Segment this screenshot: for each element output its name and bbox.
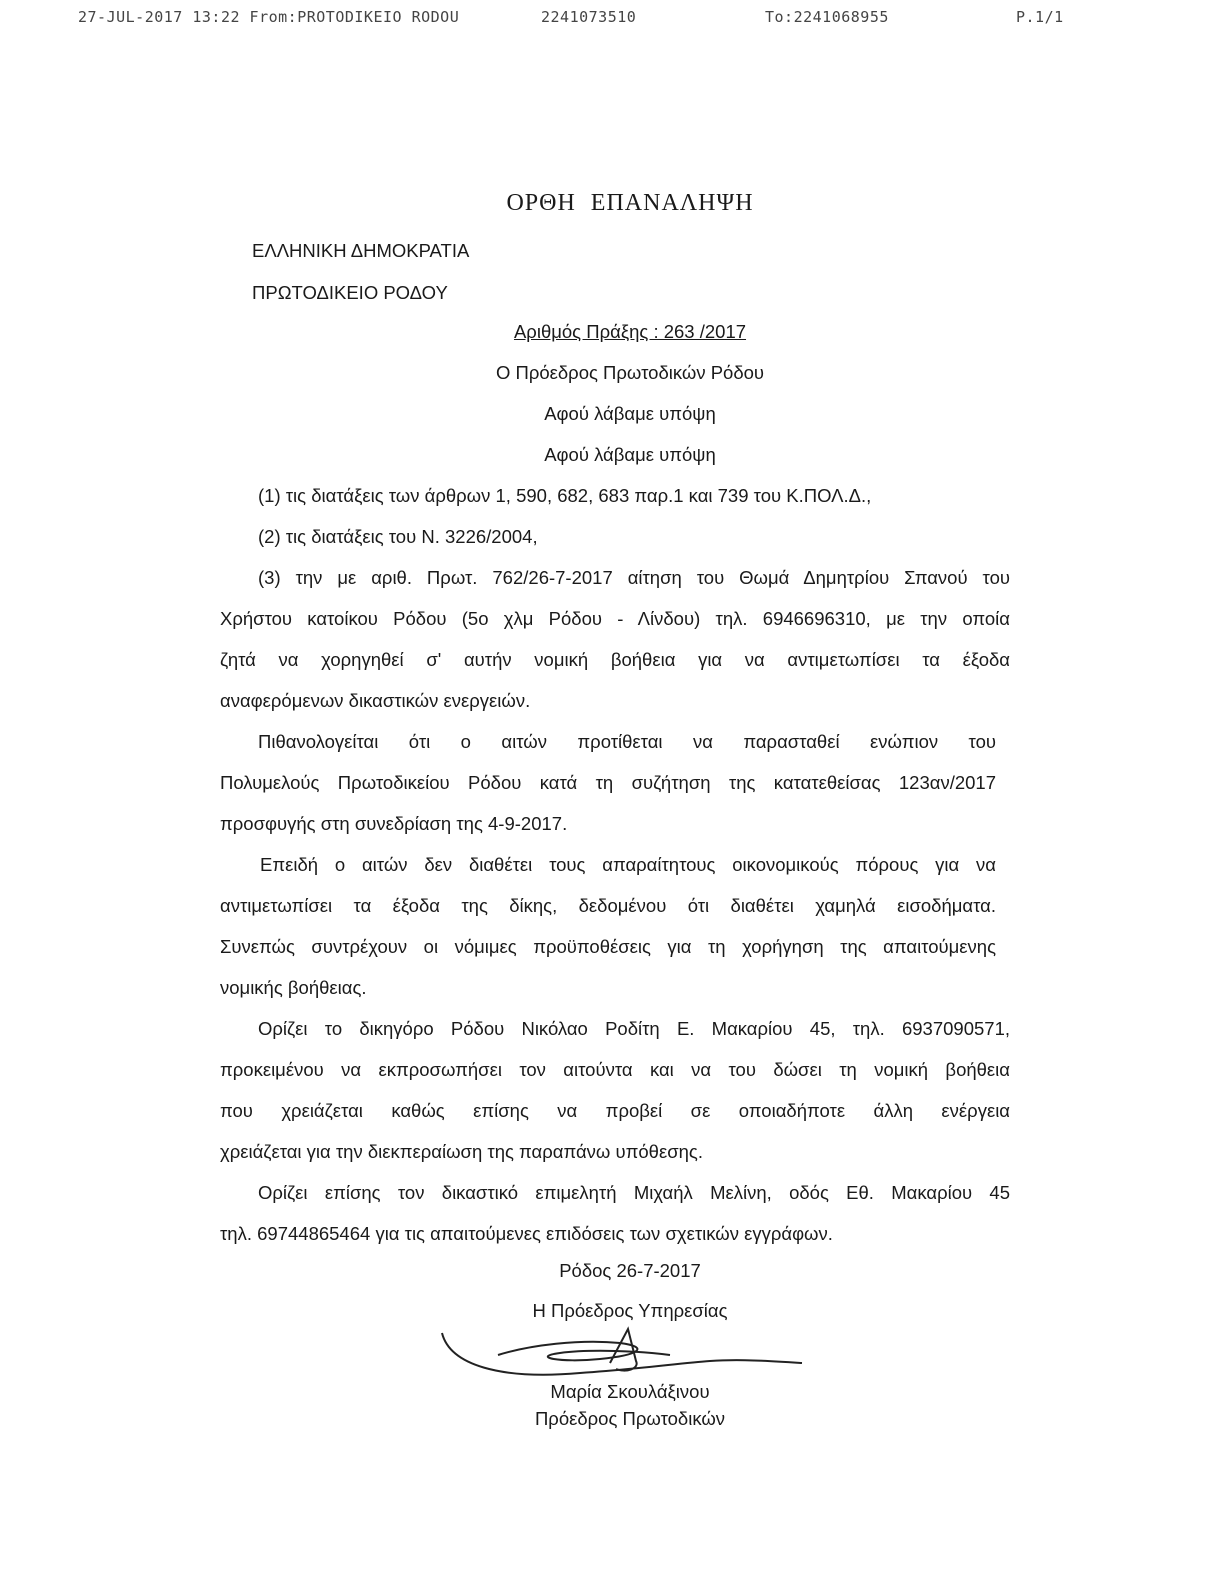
signatory-role: Η Πρόεδρος Υπηρεσίας [532,1300,728,1321]
para-4-line-2: τηλ. 69744865464 για τις απαιτούμενες επιδόσεις των σχετικών εγγράφων. [220,1223,833,1244]
item-3-line-4: αναφερόμενων δικαστικών ενεργειών. [220,690,531,711]
place-date: Ρόδος 26-7-2017 [559,1260,701,1281]
president-line: Ο Πρόεδρος Πρωτοδικών Ρόδου [495,362,765,383]
considering-1: Αφού λάβαμε υπόψη [544,403,716,424]
fax-header [0,8,1224,30]
issuer-court: ΠΡΩΤΟΔΙΚΕΙΟ ΡΟΔΟΥ [252,282,448,303]
signatory-name: Μαρία Σκουλάξινου [550,1381,710,1402]
para-3-line-2: προκειμένου να εκπροσωπήσει τον αιτούντα και να του δώσει τη νομική βοήθεια [220,1059,1010,1080]
fax-header-date: 27-JUL-2017 13:22 From:PROTODIKEIO RODOU [78,8,460,26]
para-4-line-1: Ορίζει επίσης τον δικαστικό επιμελητή Μιχαήλ Μελίνη, οδός Εθ. Μακαρίου 45 [258,1182,1010,1203]
item-3-line-2: Χρήστου κατοίκου Ρόδου (5ο χλμ Ρόδου - Λίνδου) τηλ. 6946696310, με την οποία [220,608,1010,629]
para-1-line-3: προσφυγής στη συνεδρίαση της 4-9-2017. [220,813,568,834]
fax-header-from-number: 2241073510 [541,8,637,26]
item-2: (2) τις διατάξεις του Ν. 3226/2004, [258,526,538,547]
para-2-line-4: νομικής βοήθειας. [220,977,367,998]
item-1: (1) τις διατάξεις των άρθρων 1, 590, 682, 683 παρ.1 και 739 του Κ.ΠΟΛ.Δ., [258,485,872,506]
para-2-line-1: Επειδή ο αιτών δεν διαθέτει τους απαραίτητους οικονομικούς πόρους για να [260,854,996,875]
para-1-line-2: Πολυμελούς Πρωτοδικείου Ρόδου κατά τη συζήτηση της κατατεθείσας 123αν/2017 [220,772,996,793]
considering-2: Αφού λάβαμε υπόψη [544,444,716,465]
para-2-line-2: αντιμετωπίσει τα έξοδα της δίκης, δεδομένου ότι διαθέτει χαμηλά εισοδήματα. [220,895,996,916]
para-1-line-1: Πιθανολογείται ότι ο αιτών προτίθεται να παρασταθεί ενώπιον του [258,731,996,752]
document-title: ΟΡΘΗ ΕΠΑΝΑΛΗΨΗ [506,190,754,216]
para-2-line-3: Συνεπώς συντρέχουν οι νόμιμες προϋποθέσεις για τη χορήγηση της απαιτούμενης [220,936,996,957]
item-3-line-1: (3) την με αριθ. Πρωτ. 762/26-7-2017 αίτηση του Θωμά Δημητρίου Σπανού του [258,567,1010,588]
fax-header-page: P.1/1 [1016,8,1064,26]
issuer-state: ΕΛΛΗΝΙΚΗ ΔΗΜΟΚΡΑΤΙΑ [252,240,470,261]
signatory-title: Πρόεδρος Πρωτοδικών [534,1408,726,1429]
para-3-line-3: που χρειάζεται καθώς επίσης να προβεί σε οποιαδήποτε άλλη ενέργεια [220,1100,1010,1121]
para-3-line-4: χρειάζεται για την διεκπεραίωση της παραπάνω υπόθεσης. [220,1141,703,1162]
fax-header-to: To:2241068955 [765,8,889,26]
act-number: Αριθμός Πράξης : 263 /2017 [513,321,747,342]
para-3-line-1: Ορίζει το δικηγόρο Ρόδου Νικόλαο Ροδίτη Ε. Μακαρίου 45, τηλ. 6937090571, [258,1018,1010,1039]
item-3-line-3: ζητά να χορηγηθεί σ' αυτήν νομική βοήθεια για να αντιμετωπίσει τα έξοδα [220,649,1010,670]
